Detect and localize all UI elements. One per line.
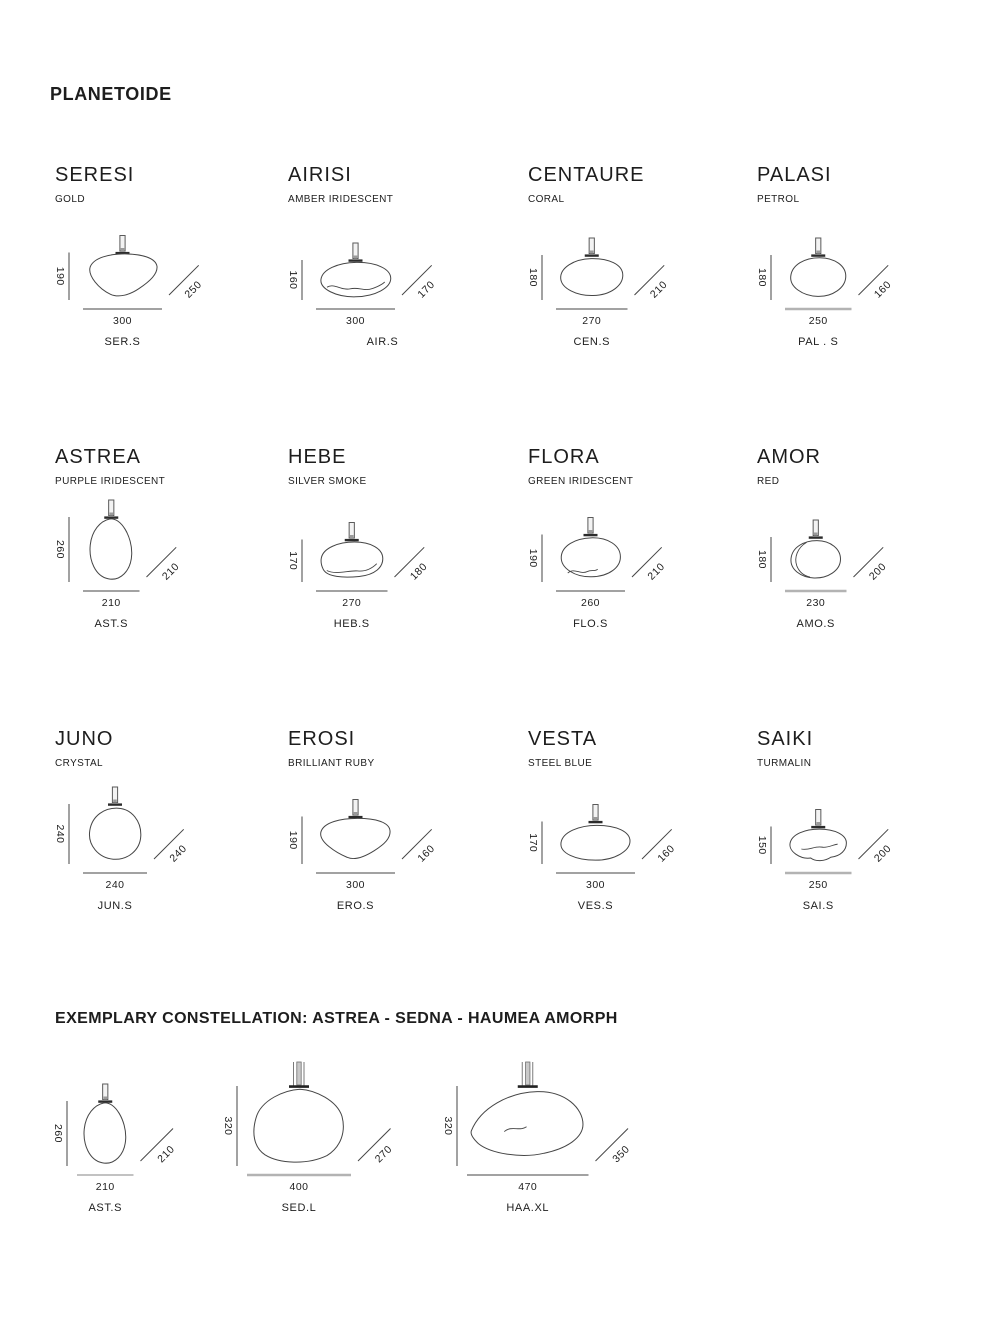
width-dimension-label: 240 (105, 879, 125, 891)
depth-dimension-label: 160 (655, 842, 678, 865)
depth-dimension-label: 210 (645, 560, 668, 583)
width-dimension-label: 270 (582, 315, 602, 327)
height-dimension-label: 320 (222, 1116, 234, 1136)
stem-base-icon (113, 800, 117, 803)
depth-dimension-label: 170 (415, 278, 438, 301)
constellation-card (52, 1054, 225, 1222)
lamp-body-outline (90, 254, 157, 296)
width-dimension-label: 250 (808, 315, 828, 327)
depth-dimension-label: 210 (155, 1143, 178, 1166)
width-dimension-label: 210 (101, 597, 121, 609)
product-name: SAIKI (757, 728, 814, 750)
product-code: AST.S (94, 618, 129, 630)
product-code: PAL . S (798, 336, 839, 348)
depth-dimension-label: 270 (372, 1143, 395, 1166)
product-diagram (55, 780, 280, 914)
product-code: AST.S (88, 1202, 123, 1214)
lamp-body-outline (90, 519, 132, 579)
height-dimension-label: 190 (287, 830, 299, 850)
width-dimension-label: 260 (580, 597, 601, 609)
product-finish: STEEL BLUE (528, 758, 593, 769)
product-code: CEN.S (573, 336, 611, 348)
depth-dimension-label: 180 (407, 560, 430, 583)
product-code: HAA.XL (506, 1202, 550, 1214)
height-dimension-label: 180 (756, 549, 768, 570)
depth-dimension-label: 250 (182, 278, 205, 301)
product-grid (0, 164, 1000, 914)
product-card (528, 728, 757, 914)
stem-base-icon (354, 256, 358, 259)
product-code: AIR.S (366, 336, 399, 348)
product-diagram (288, 216, 513, 350)
stem-base-icon (350, 535, 354, 538)
constellation-card (222, 1054, 445, 1222)
product-name: JUNO (55, 728, 114, 750)
depth-dimension-label: 210 (647, 278, 670, 301)
product-code: JUN.S (97, 900, 133, 912)
stem-base-icon (594, 817, 598, 820)
height-dimension-label: 190 (527, 548, 539, 568)
product-code: HEB.S (333, 618, 370, 630)
product-diagram (55, 498, 280, 632)
height-dimension-label: 170 (287, 551, 299, 571)
depth-dimension-label: 200 (866, 560, 889, 583)
depth-dimension-label: 160 (415, 842, 438, 865)
product-finish: SILVER SMOKE (288, 476, 367, 487)
lamp-body-outline (561, 825, 630, 860)
width-dimension-label: 230 (806, 597, 826, 609)
lamp-body-outline (791, 258, 846, 297)
depth-dimension-label: 200 (871, 842, 894, 865)
height-dimension-label: 320 (442, 1116, 454, 1136)
product-name: SERESI (55, 164, 135, 186)
height-dimension-label: 180 (527, 267, 539, 288)
product-code: FLO.S (573, 618, 608, 630)
product-card (55, 728, 288, 914)
product-code: VES.S (577, 900, 614, 912)
product-code: SER.S (104, 336, 141, 348)
lamp-body-outline (790, 829, 846, 860)
width-dimension-label: 300 (345, 315, 366, 327)
product-finish: PURPLE IRIDESCENT (55, 476, 166, 487)
width-dimension-label: 300 (112, 315, 133, 327)
constellation-diagram (52, 1054, 223, 1222)
depth-dimension-label: 210 (159, 560, 182, 583)
product-card (288, 164, 528, 350)
constellation-section-title: EXEMPLARY CONSTELLATION: ASTREA - SEDNA - HAUMEA AMORPH (55, 1010, 618, 1027)
product-diagram (288, 498, 513, 632)
product-card (757, 446, 990, 632)
stem-base-icon (816, 251, 820, 254)
product-name: EROSI (288, 728, 356, 750)
stem-base-icon (590, 251, 594, 254)
product-name: ASTREA (55, 446, 142, 468)
product-code: SAI.S (802, 900, 834, 912)
product-name: FLORA (528, 446, 600, 468)
height-dimension-label: 190 (54, 266, 66, 286)
product-name: PALASI (757, 164, 832, 186)
product-diagram (528, 780, 753, 914)
product-name: VESTA (528, 728, 598, 750)
product-finish: RED (757, 476, 780, 487)
product-code: ERO.S (336, 900, 375, 912)
product-finish: CRYSTAL (55, 758, 104, 769)
height-dimension-label: 180 (756, 267, 768, 288)
stem-rod-icon (297, 1062, 301, 1085)
stem-rod-icon (526, 1062, 530, 1085)
product-diagram (528, 498, 753, 632)
product-diagram (757, 216, 982, 350)
stem-base-icon (109, 513, 113, 516)
stem-base-icon (103, 1097, 107, 1100)
constellation-card (442, 1054, 705, 1222)
product-finish: PETROL (757, 194, 800, 205)
width-dimension-label: 300 (585, 879, 606, 891)
product-card (55, 446, 288, 632)
product-finish: GREEN IRIDESCENT (528, 476, 634, 487)
constellation-row (0, 1054, 1000, 1222)
width-dimension-label: 250 (808, 879, 828, 891)
constellation-diagram (442, 1054, 703, 1222)
width-dimension-label: 470 (518, 1181, 538, 1193)
product-card (288, 728, 528, 914)
product-diagram (757, 780, 982, 914)
product-card (528, 164, 757, 350)
width-dimension-label: 300 (345, 879, 366, 891)
height-dimension-label: 150 (756, 835, 768, 855)
stem-base-icon (354, 812, 358, 815)
depth-dimension-label: 240 (167, 842, 190, 865)
depth-dimension-label: 160 (871, 278, 894, 301)
product-finish: TURMALIN (757, 758, 812, 769)
height-dimension-label: 260 (52, 1123, 64, 1144)
constellation-diagram (222, 1054, 443, 1222)
product-card (528, 446, 757, 632)
width-dimension-label: 270 (342, 597, 362, 609)
stem-base-icon (814, 533, 818, 536)
product-name: HEBE (288, 446, 347, 468)
lamp-body-outline (791, 541, 841, 578)
depth-dimension-label: 350 (610, 1143, 633, 1166)
product-diagram (55, 216, 280, 350)
product-code: SED.L (281, 1202, 317, 1214)
product-name: AMOR (757, 446, 821, 468)
stem-base-icon (816, 822, 820, 825)
product-finish: CORAL (528, 194, 565, 205)
lamp-body-outline (321, 262, 391, 296)
height-dimension-label: 170 (527, 833, 539, 853)
product-finish: AMBER IRIDESCENT (288, 194, 394, 205)
product-code: AMO.S (796, 618, 835, 630)
lamp-body-outline (471, 1092, 583, 1156)
lamp-body-outline (84, 1103, 126, 1163)
lamp-body-outline (561, 259, 623, 296)
height-dimension-label: 240 (54, 824, 66, 844)
product-card (757, 164, 990, 350)
stem-base-icon (121, 248, 125, 251)
width-dimension-label: 210 (95, 1181, 115, 1193)
height-dimension-label: 260 (54, 539, 66, 560)
lamp-body-outline (254, 1089, 343, 1162)
product-card (55, 164, 288, 350)
product-finish: BRILLIANT RUBY (288, 758, 375, 769)
product-name: CENTAURE (528, 164, 645, 186)
product-diagram (757, 498, 982, 632)
product-name: AIRISI (288, 164, 352, 186)
page-title: PLANETOIDE (50, 84, 172, 104)
product-card (288, 446, 528, 632)
lamp-body-outline (89, 808, 140, 859)
lamp-body-outline (321, 818, 390, 858)
stem-base-icon (589, 530, 593, 533)
width-dimension-label: 400 (289, 1181, 309, 1193)
product-diagram (288, 780, 513, 914)
product-card (757, 728, 990, 914)
height-dimension-label: 160 (287, 270, 299, 290)
product-diagram (528, 216, 753, 350)
product-finish: GOLD (55, 194, 85, 205)
